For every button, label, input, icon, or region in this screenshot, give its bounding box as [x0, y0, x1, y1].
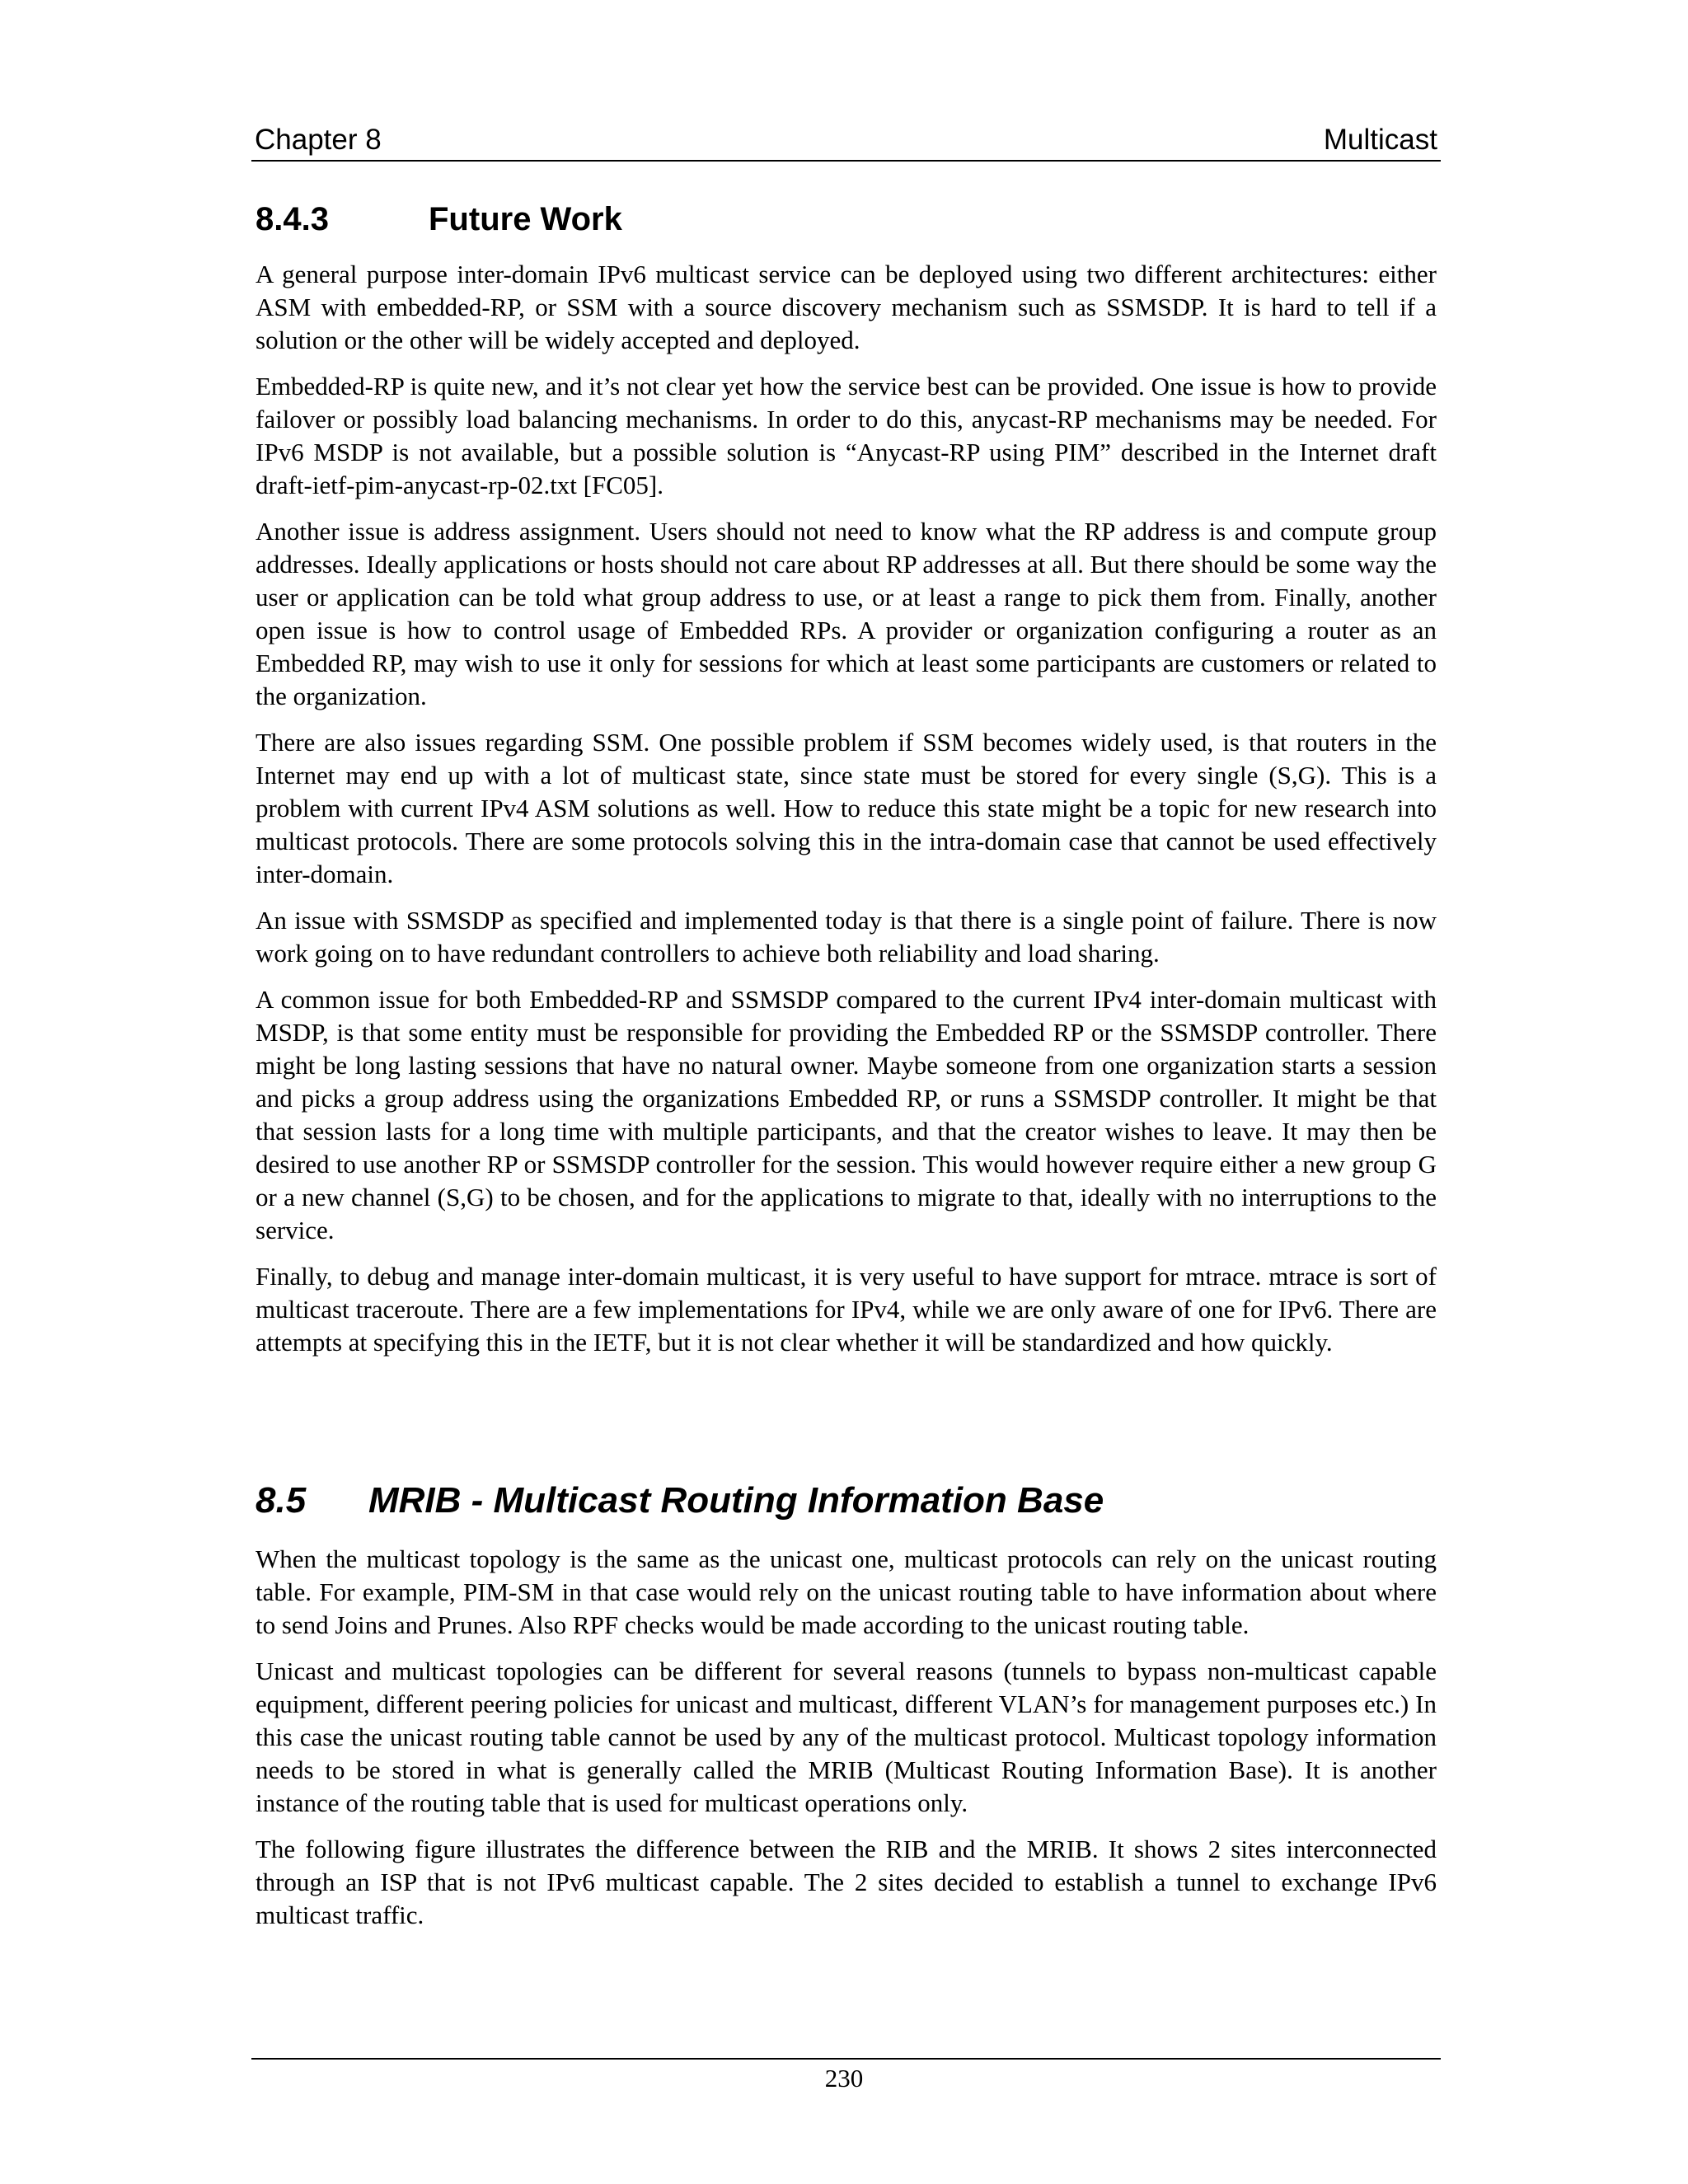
running-header	[251, 124, 1441, 162]
section-number: 8.4.3	[256, 201, 329, 237]
paragraph: Unicast and multicast topologies can be different for several reasons (tunnels to bypass non-multicast capable equipment, different peering policies for unicast and multicast, different VLAN’s for management purposes etc.) In this case the unicast routing table cannot be used by any of the multicast protocol. Multicast topology information needs to be stored in what is generally called the MRIB (Multicast Routing Information Base). It is another instance of the routing table that is used for multicast operations only.	[256, 1657, 1437, 1817]
section-8-4-3-body	[256, 258, 1437, 1372]
paragraph: Another issue is address assignment. Users should not need to know what the RP address is and compute group addresses. Ideally applications or hosts should not care about RP addresses at all. But there should be some way the user or application can be told what group address to use, or at least a range to pick them from. Finally, another open issue is how to control usage of Embedded RPs. A provider or organization configuring a router as an Embedded RP, may wish to use it only for sessions for which at least some participants are customers or related to the organization.	[256, 517, 1437, 710]
section-heading-8-4-3	[256, 201, 622, 238]
section-number: 8.5	[256, 1480, 307, 1521]
paragraph: An issue with SSMSDP as specified and implemented today is that there is a single point of failure. There is now work going on to have redundant controllers to achieve both reliability and load sharing.	[256, 906, 1437, 968]
chapter-topic: Multicast	[1323, 124, 1437, 156]
section-8-5-body	[256, 1543, 1437, 1945]
section-title: Future Work	[429, 201, 622, 237]
paragraph: A general purpose inter-domain IPv6 multicast service can be deployed using two different architectures: either ASM with embedded-RP, or SSM with a source discovery mechanism such as SSMSDP. It is hard to tell if a solution or the other will be widely accepted and deployed.	[256, 260, 1437, 354]
section-title: MRIB - Multicast Routing Information Base	[368, 1480, 1104, 1521]
paragraph: When the multicast topology is the same as the unicast one, multicast protocols can rely on the unicast routing table. For example, PIM-SM in that case would rely on the unicast routing table to have information about where to send Joins and Prunes. Also RPF checks would be made according to the unicast routing table.	[256, 1544, 1437, 1639]
paragraph: A common issue for both Embedded-RP and SSMSDP compared to the current IPv4 inter-domain multicast with MSDP, is that some entity must be responsible for providing the Embedded RP or the SSMSDP controller. There might be long lasting sessions that have no natural owner. Maybe someone from one organization starts a session and picks a group address using the organizations Embedded RP, or runs a SSMSDP controller. It might be that that session lasts for a long time with multiple participants, and that the creator wishes to leave. It may then be desired to use another RP or SSMSDP controller for the session. This would however require either a new group G or a new channel (S,G) to be chosen, and for the applications to migrate to that, ideally with no interruptions to the service.	[256, 985, 1437, 1244]
section-heading-8-5	[256, 1480, 1104, 1521]
paragraph: Finally, to debug and manage inter-domain multicast, it is very useful to have support for mtrace. mtrace is sort of multicast traceroute. There are a few implementations for IPv4, while we are only aware of one for IPv6. There are attempts at specifying this in the IETF, but it is not clear whether it will be standardized and how quickly.	[256, 1262, 1437, 1357]
paragraph: Embedded-RP is quite new, and it’s not clear yet how the service best can be provided. One issue is how to provide failover or possibly load balancing mechanisms. In order to do this, anycast-RP mechanisms may be needed. For IPv6 MSDP is not available, but a possible solution is “Anycast-RP using PIM” described in the Internet draft draft-ietf-pim-anycast-rp-02.txt [FC05].	[256, 372, 1437, 499]
chapter-label: Chapter 8	[255, 124, 382, 156]
paragraph: The following figure illustrates the difference between the RIB and the MRIB. It shows 2 sites interconnected through an ISP that is not IPv6 multicast capable. The 2 sites decided to establish a tunnel to exchange IPv6 multicast traffic.	[256, 1835, 1437, 1929]
page-number: 230	[824, 2064, 864, 2093]
footer-divider	[251, 2058, 1441, 2060]
paragraph: There are also issues regarding SSM. One possible problem if SSM becomes widely used, is that routers in the Internet may end up with a lot of multicast state, since state must be stored for every single (S,G). This is a problem with current IPv4 ASM solutions as well. How to reduce this state might be a topic for new research into multicast protocols. There are some protocols solving this in the intra-domain case that cannot be used effectively inter-domain.	[256, 728, 1437, 888]
